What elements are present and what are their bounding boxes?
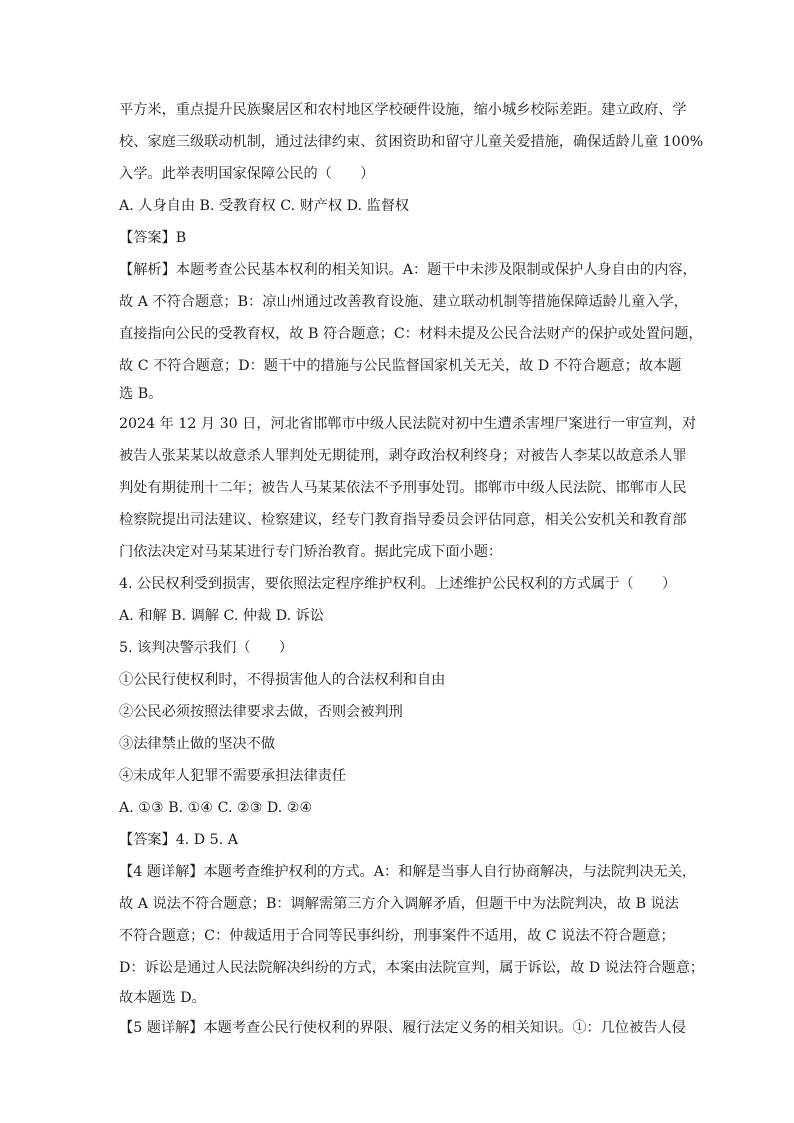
material-line: 2024 年 12 月 30 日，河北省邯郸市中级人民法院对初中生遭杀害埋尸案进行一审宣判，对	[119, 416, 697, 432]
explanation-line: 【5 题详解】本题考查公民行使权利的界限、履行法定义务的相关知识。①：几位被告人侵	[119, 1020, 686, 1036]
explanation-line: 不符合题意；C：仲裁适用于合同等民事纠纷，刑事案件不适用，故 C 说法不符合题意；	[119, 928, 675, 944]
text-line: 入学。此举表明国家保障公民的（ ）	[119, 166, 375, 182]
text-line: 校、家庭三级联动机制，通过法律约束、贫困资助和留守儿童关爱措施，确保适龄儿童 100%	[119, 134, 704, 150]
analysis-line: 故 A 不符合题意；B：凉山州通过改善教育设施、建立联动机制等措施保障适龄儿童入学，	[119, 294, 688, 310]
text-line: 平方米，重点提升民族聚居区和农村地区学校硬件设施，缩小城乡校际差距。建立政府、学	[119, 102, 687, 118]
explanation-line: D：诉讼是通过人民法院解决纠纷的方式，本案由法院宣判，属于诉讼，故 D 说法符合题意；	[119, 960, 705, 976]
answer-line: 【答案】4. D 5. A	[119, 832, 238, 848]
analysis-line: 故 C 不符合题意；D：题干中的措施与公民监督国家机关无关，故 D 不符合题意；故本题	[119, 358, 682, 374]
explanation-line: 故 A 说法不符合题意；B：调解需第三方介入调解矛盾，但题干中为法院判决，故 B 说法	[119, 896, 679, 912]
analysis-line: 选 B。	[119, 386, 163, 402]
material-line: 判处有期徒刑十二年；被告人马某某依法不予刑事处罚。邯郸市中级人民法院、邯郸市人民	[119, 480, 687, 496]
question-4-options: A. 和解 B. 调解 C. 仲裁 D. 诉讼	[119, 608, 324, 624]
analysis-line: 直接指向公民的受教育权，故 B 符合题意；C：材料未提及公民合法财产的保护或处置问题，	[119, 326, 703, 342]
statement-1: ①公民行使权利时，不得损害他人的合法权利和自由	[119, 672, 446, 688]
explanation-line: 故本题选 D。	[119, 990, 206, 1006]
analysis-line: 【解析】本题考查公民基本权利的相关知识。A：题干中未涉及限制或保护人身自由的内容，	[119, 262, 697, 278]
material-line: 门依法决定对马某某进行专门矫治教育。据此完成下面小题：	[119, 544, 503, 560]
question-5: 5. 该判决警示我们（ ）	[119, 640, 294, 656]
statement-2: ②公民必须按照法律要求去做，否则会被判刑	[119, 704, 403, 720]
material-line: 检察院提出司法建议、检察建议，经专门教育指导委员会评估同意，相关公安机关和教育部	[119, 512, 687, 528]
answer-line: 【答案】B	[119, 230, 187, 246]
material-line: 被告人张某某以故意杀人罪判处无期徒刑，剥夺政治权利终身；对被告人李某以故意杀人罪	[119, 448, 687, 464]
statement-4: ④未成年人犯罪不需要承担法律责任	[119, 768, 347, 784]
option-line: A. 人身自由 B. 受教育权 C. 财产权 D. 监督权	[119, 198, 410, 214]
explanation-line: 【4 题详解】本题考查维护权利的方式。A：和解是当事人自行协商解决，与法院判决无关，	[119, 864, 697, 880]
statement-3: ③法律禁止做的坚决不做	[119, 736, 276, 752]
question-5-options: A. ①③ B. ①④ C. ②③ D. ②④	[119, 800, 313, 816]
question-4: 4. 公民权利受到损害，要依照法定程序维护权利。上述维护公民权利的方式属于（ ）	[119, 576, 677, 592]
